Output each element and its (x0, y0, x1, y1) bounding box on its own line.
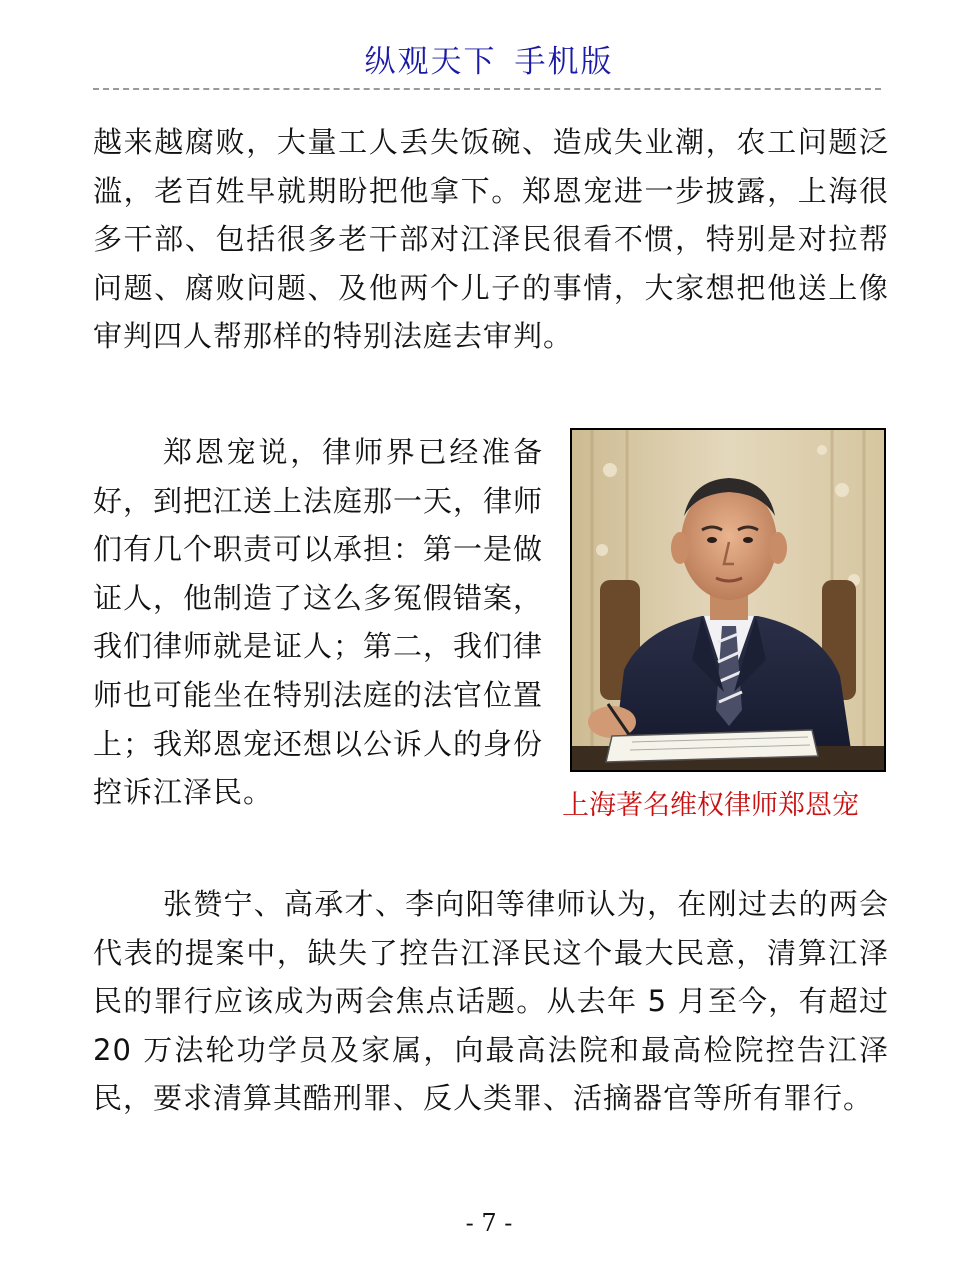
page-number: - 7 - (465, 1209, 513, 1237)
photo-caption: 上海著名维权律师郑恩宠 (562, 790, 859, 821)
page-header (0, 40, 978, 84)
paragraph-2: 郑恩宠说，律师界已经准备好，到把江送上法庭那一天，律师们有几个职责可以承担：第一是做证人，他制造了这么多冤假错案，我们律师就是证人；第二，我们律师也可能坐在特别法庭的法官位置上；我郑恩宠还想以公诉人的身份控诉江泽民。 (93, 435, 544, 810)
paragraph-3: 张赞宁、高承才、李向阳等律师认为，在刚过去的两会代表的提案中，缺失了控告江泽民这个最大民意，清算江泽民的罪行应该成为两会焦点话题。从去年 5 月至今，有超过 20 万法轮功学员及家属，向最高法院和最高检院控告江泽民，要求清算其酷刑罪、反人类罪、活摘器官等所有罪行。 (93, 887, 889, 1116)
paragraph-1: 越来越腐败，大量工人丢失饭碗、造成失业潮，农工问题泛滥，老百姓早就期盼把他拿下。郑恩宠进一步披露，上海很多干部、包括很多老干部对江泽民很看不惯，特别是对拉帮问题、腐败问题、及他两个儿子的事情，大家想把他送上像审判四人帮那样的特别法庭去审判。 (93, 125, 889, 354)
publication-subtitle: 手机版 (514, 44, 614, 80)
portrait-photo (570, 428, 886, 772)
header-divider (93, 88, 881, 90)
publication-title: 纵观天下 (364, 44, 497, 80)
